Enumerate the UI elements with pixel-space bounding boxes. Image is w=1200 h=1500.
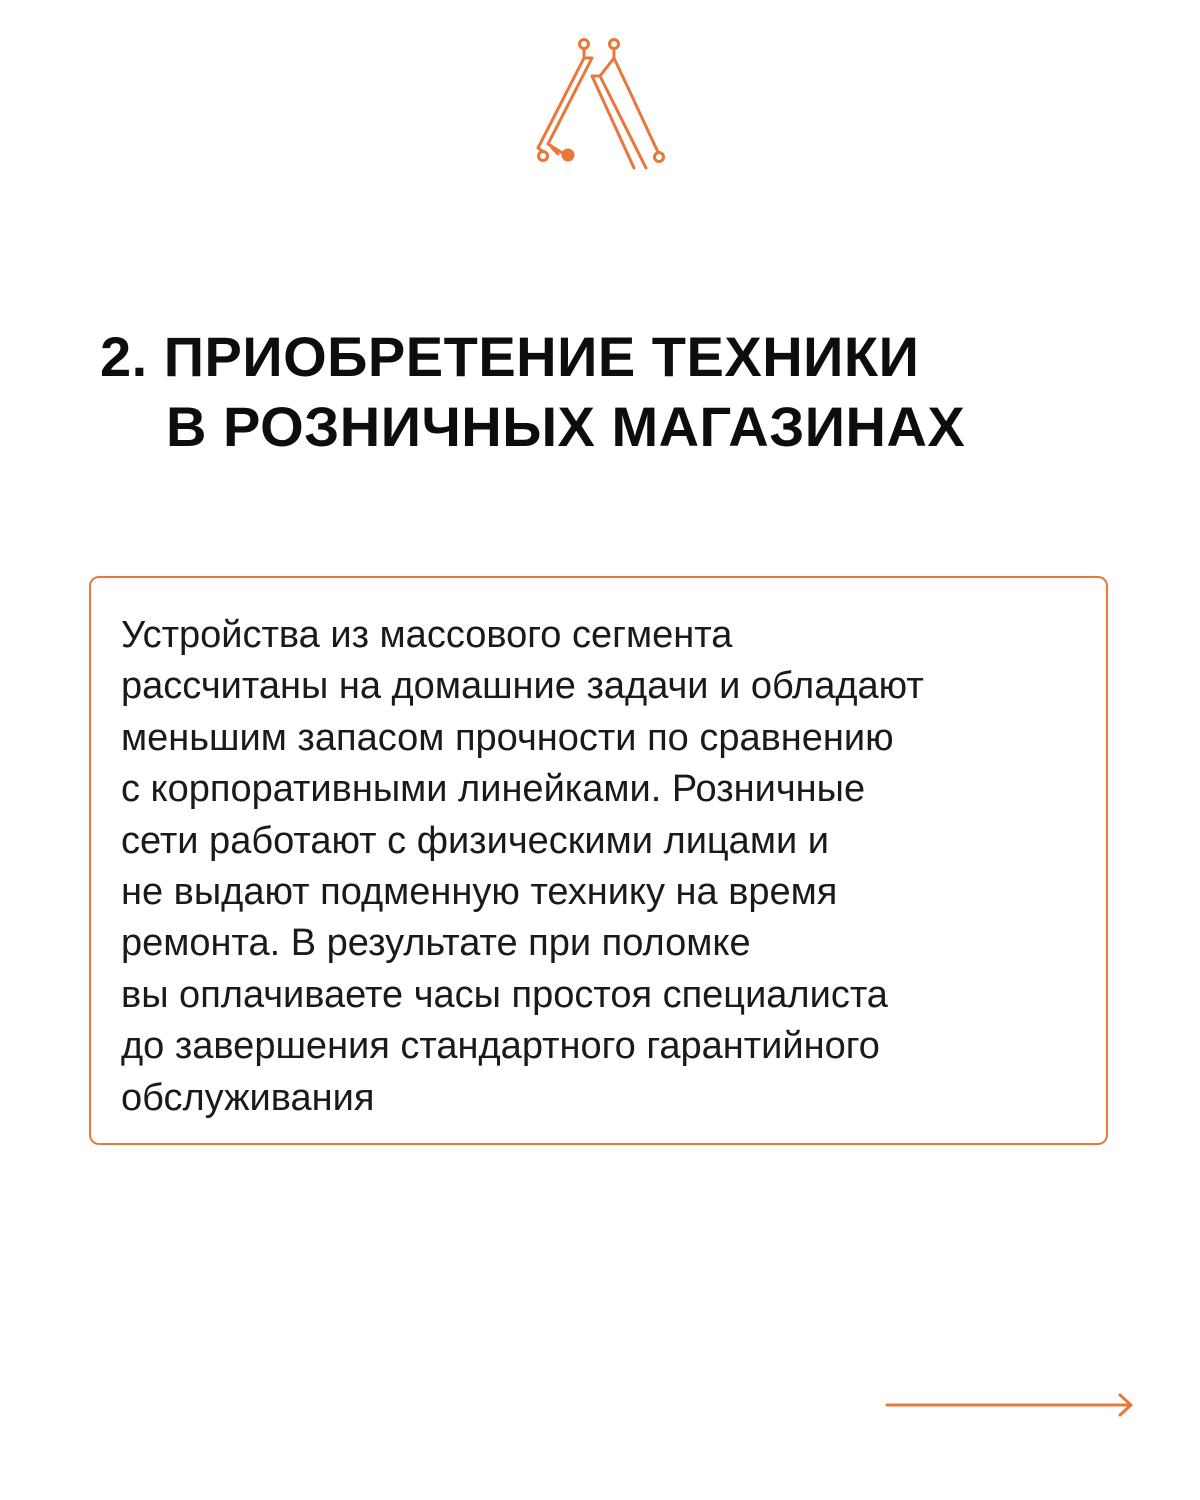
body-text-line: с корпоративными линейками. Розничные: [121, 768, 866, 811]
slide-title-line: В РОЗНИЧНЫХ МАГАЗИНАХ: [166, 395, 966, 458]
slide-title: [100, 322, 1140, 462]
content-card: [89, 576, 1108, 1145]
circuit-lambda-logo-icon: [532, 36, 668, 176]
body-text-line: рассчитаны на домашние задачи и обладают: [121, 665, 924, 708]
body-text: [121, 610, 1091, 1124]
body-text-line: до завершения стандартного гарантийного: [121, 1025, 880, 1068]
body-text-line: ремонта. В результате при поломке: [121, 922, 751, 965]
body-text-line: не выдают подменную технику на время: [121, 871, 838, 914]
body-text-line: вы оплачиваете часы простоя специалиста: [121, 973, 888, 1016]
body-text-line: Устройства из массового сегмента: [121, 614, 733, 656]
body-text-line: сети работают с физическими лицами и: [121, 819, 829, 862]
next-slide-button[interactable]: [884, 1390, 1136, 1420]
body-text-line: меньшим запасом прочности по сравнению: [121, 716, 894, 759]
slide-title-line: 2. ПРИОБРЕТЕНИЕ ТЕХНИКИ: [100, 325, 920, 388]
arrow-right-icon: [884, 1390, 1136, 1420]
body-text-line: обслуживания: [121, 1076, 375, 1119]
logo: [532, 36, 668, 176]
